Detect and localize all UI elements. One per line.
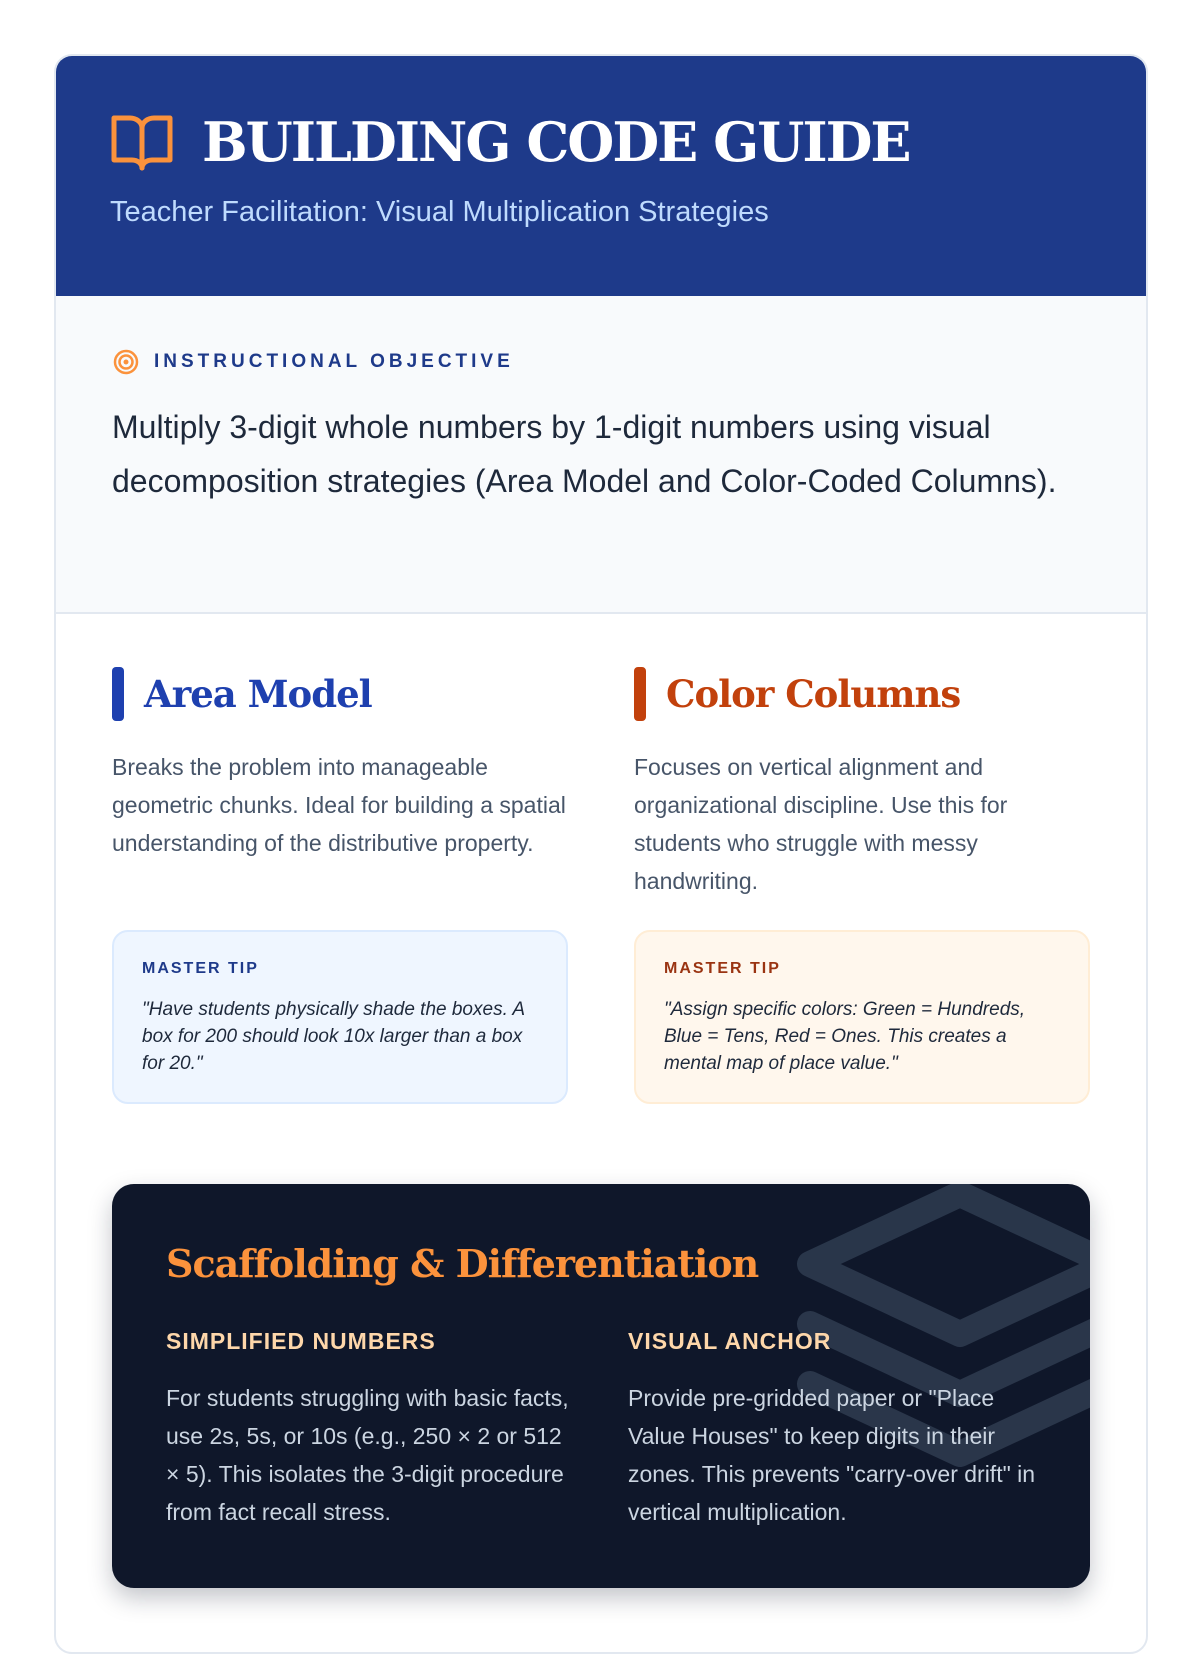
objective-label-row bbox=[112, 348, 1090, 376]
strategies-section bbox=[56, 614, 1146, 1104]
master-tip-box bbox=[112, 930, 568, 1104]
scaffolding-title: Scaffolding & Differentiation bbox=[166, 1241, 759, 1286]
tip-text: "Assign specific colors: Green = Hundreds, Blue = Tens, Red = Ones. This creates a mental map of place value." bbox=[664, 999, 1026, 1074]
strategy-heading bbox=[634, 666, 1090, 722]
title-row bbox=[110, 56, 1092, 172]
accent-bar bbox=[634, 667, 646, 721]
tip-label: MASTER TIP bbox=[142, 960, 259, 977]
strategy-heading bbox=[112, 666, 568, 722]
page-title: BUILDING CODE GUIDE bbox=[202, 110, 910, 174]
scaffold-column-text: Provide pre-gridded paper or "Place Value Houses" to keep digits in their zones. This prevents "carry-over drift" in vertical multiplication. bbox=[628, 1385, 1036, 1525]
scaffold-column-title: SIMPLIFIED NUMBERS bbox=[166, 1328, 436, 1354]
tip-label: MASTER TIP bbox=[664, 960, 781, 977]
strategy-title: Color Columns bbox=[666, 672, 961, 716]
target-icon bbox=[112, 348, 140, 376]
objective-label: INSTRUCTIONAL OBJECTIVE bbox=[154, 351, 514, 372]
book-icon bbox=[110, 112, 174, 172]
accent-bar bbox=[112, 667, 124, 721]
tip-text: "Have students physically shade the boxes. A box for 200 should look 10x larger than a box for 20." bbox=[142, 999, 525, 1074]
scaffold-column-title: VISUAL ANCHOR bbox=[628, 1328, 832, 1354]
objective-section bbox=[56, 296, 1146, 614]
scaffolding-panel bbox=[112, 1184, 1090, 1588]
strategy-description: Breaks the problem into manageable geometric chunks. Ideal for building a spatial understanding of the distributive property. bbox=[112, 754, 566, 856]
page-subtitle: Teacher Facilitation: Visual Multiplication Strategies bbox=[110, 196, 769, 228]
scaffold-column-visual-anchor bbox=[628, 1328, 1036, 1531]
strategy-description: Focuses on vertical alignment and organizational discipline. Use this for students who struggle with messy handwriting. bbox=[634, 754, 1008, 894]
strategy-title: Area Model bbox=[144, 672, 372, 716]
scaffolding-columns bbox=[166, 1328, 1036, 1531]
master-tip-box bbox=[634, 930, 1090, 1104]
header bbox=[56, 56, 1146, 296]
scaffold-column-text: For students struggling with basic facts, use 2s, 5s, or 10s (e.g., 250 × 2 or 512 × 5). This isolates the 3-digit procedure from fact recall stress. bbox=[166, 1385, 569, 1525]
scaffold-column-simplified bbox=[166, 1328, 574, 1531]
guide-card bbox=[54, 54, 1148, 1654]
objective-text: Multiply 3-digit whole numbers by 1-digit numbers using visual decomposition strategies (Area Model and Color-Coded Columns). bbox=[112, 409, 1057, 499]
strategy-area-model bbox=[112, 666, 568, 1104]
strategy-color-columns bbox=[634, 666, 1090, 1104]
